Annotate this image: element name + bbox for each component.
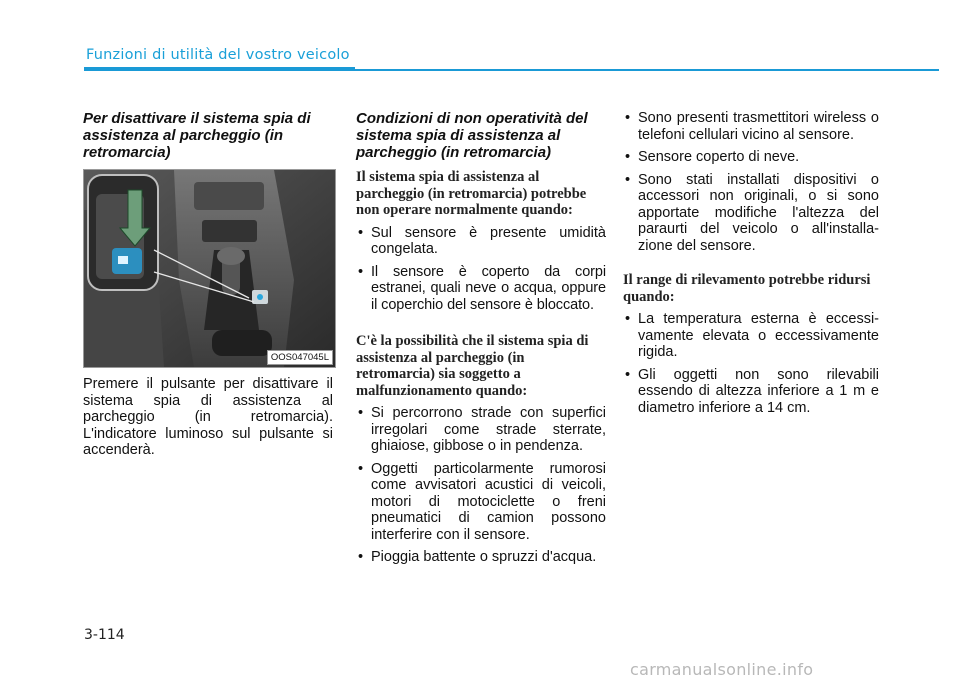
header-title: Funzioni di utilità del vostro veicolo xyxy=(86,47,350,63)
watermark: carmanualsonline.info xyxy=(630,660,814,679)
list-item: • Pioggia battente o spruzzi d'acqua. xyxy=(358,549,597,565)
column-2 xyxy=(356,110,606,572)
list-item: • Sul sensore è presente umidità congelata. xyxy=(358,224,606,257)
list-item: • Sensore coperto di neve. xyxy=(625,149,800,165)
malfunction-heading: C'è la possibilità che il sistema spia di assistenza al parcheggio (in retromarcia) sia soggetto a malfunzionamento quando: xyxy=(356,333,589,399)
section-subtitle: Per disattivare il sistema spia di assistenza al parcheggio (in retromarcia) xyxy=(83,110,311,161)
column-3 xyxy=(623,110,879,422)
malfunction-list xyxy=(356,405,606,566)
list-item: • Si percorrono strade con superfici irregolari come strade sterrate, ghiaiose, gibbose o in pendenza. xyxy=(358,405,606,454)
section-subtitle: Condizioni di non operatività del sistema spia di assistenza al parcheggio (in retromarcia) xyxy=(356,110,588,161)
interference-list xyxy=(623,110,879,254)
console-photo xyxy=(83,169,336,368)
header-bar-thin xyxy=(355,69,939,71)
header-bar-thick xyxy=(84,67,355,71)
console-illustration xyxy=(84,170,335,367)
instruction-paragraph: Premere il pulsante per disattivare il sistema spia di assistenza al parcheggio (in retromarcia). L'indicatore luminoso sul pulsante si accenderà. xyxy=(83,376,333,458)
condition-heading: Il sistema spia di assistenza al parcheggio (in retromarcia) potrebbe non operare normalmente quando: xyxy=(356,169,587,218)
list-item: • Gli oggetti non sono rilevabili essendo di altezza inferiore a 1 m e diametro inferiore a 14 cm. xyxy=(625,366,879,416)
list-item: • Oggetti particolarmente rumorosi come avvisatori acustici di veicoli, motori di motociclette o freni pneumatici di camion possono interferire con il sensore. xyxy=(358,460,606,543)
range-heading: Il range di rilevamento potrebbe ridursi quando: xyxy=(623,272,871,305)
list-item: • La temperatura esterna è eccessi- vamente elevata o eccessivamente rigida. xyxy=(625,311,879,360)
condition-list xyxy=(356,225,606,314)
range-list xyxy=(623,311,879,416)
list-item: • Il sensore è coperto da corpi estranei, quali neve o acqua, oppure il coperchio del sensore è bloccato. xyxy=(358,263,606,313)
image-code: OOS047045L xyxy=(267,350,333,365)
page-number: 3-114 xyxy=(84,627,125,643)
list-item: • Sono stati installati dispositivi o accessori non originali, o si sono apportate modifiche l'altezza del paraurti del veicolo o all'installa- zione del sensore. xyxy=(625,171,879,254)
list-item: • Sono presenti trasmettitori wireless o telefoni cellulari vicino al sensore. xyxy=(625,110,879,143)
column-1 xyxy=(83,110,333,459)
